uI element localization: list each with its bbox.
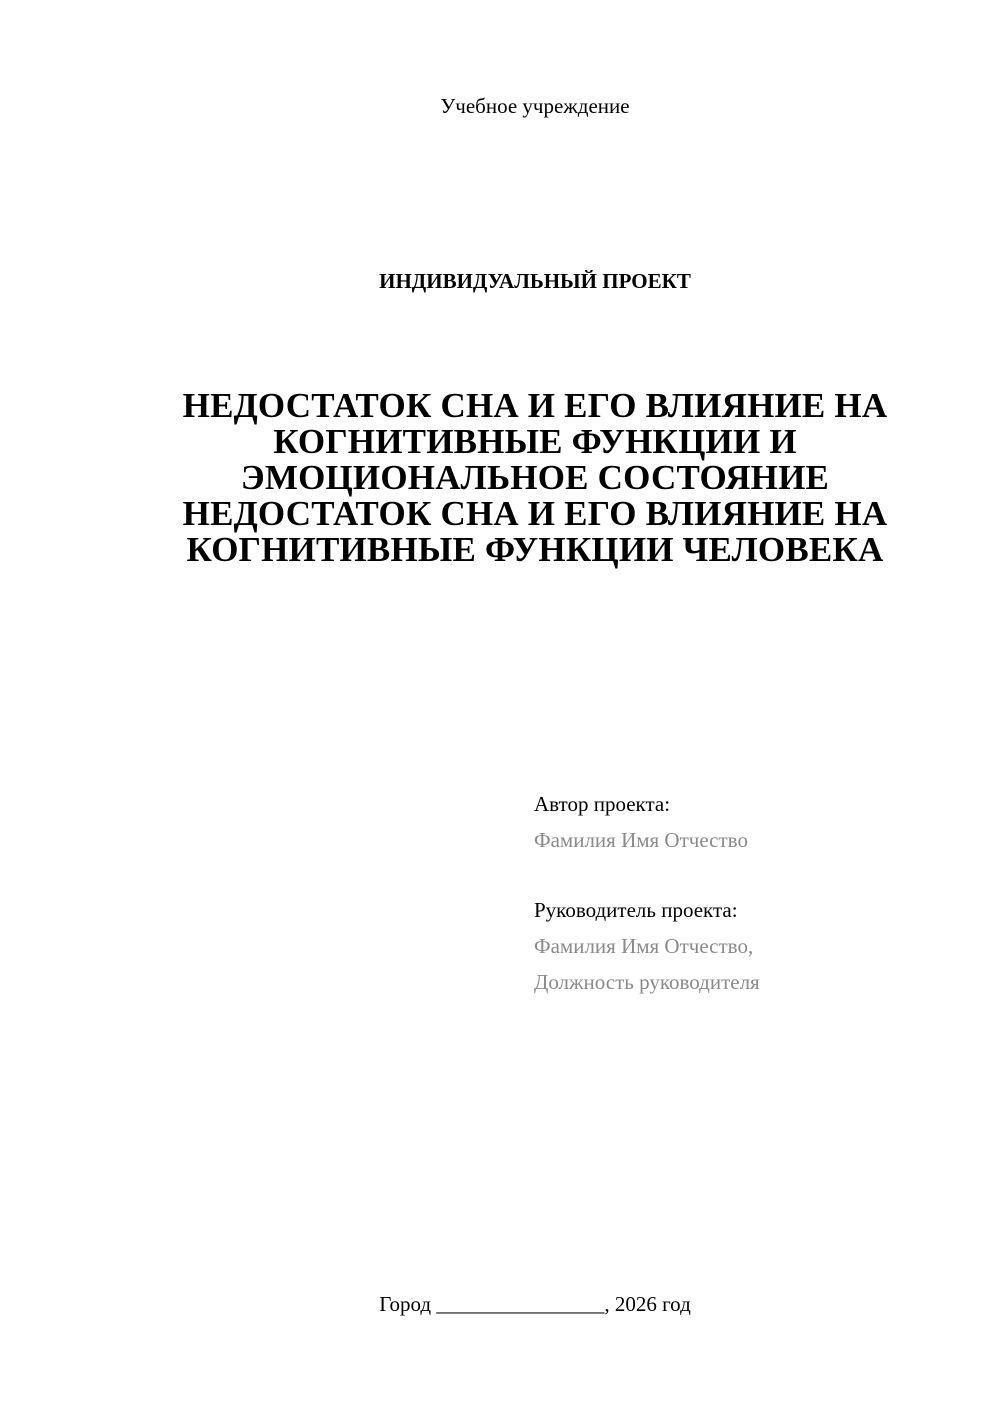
- author-block: [534, 786, 974, 858]
- supervisor-position: Должность руководителя: [534, 970, 760, 994]
- title-line: НЕДОСТАТОК СНА И ЕГО ВЛИЯНИЕ НА: [182, 386, 888, 425]
- city-year-line: Город ________________, 2026 год: [379, 1292, 691, 1316]
- author-label: Автор проекта:: [534, 792, 671, 816]
- document-type: ИНДИВИДУАЛЬНЫЙ ПРОЕКТ: [379, 269, 691, 293]
- supervisor-name: Фамилия Имя Отчество,: [534, 934, 754, 958]
- title-line: КОГНИТИВНЫЕ ФУНКЦИИ ЧЕЛОВЕКА: [186, 530, 884, 569]
- title-line: НЕДОСТАТОК СНА И ЕГО ВЛИЯНИЕ НА: [182, 494, 888, 533]
- author-name: Фамилия Имя Отчество: [534, 828, 748, 852]
- institution-name: Учебное учреждение: [440, 94, 630, 118]
- title-line: ЭМОЦИОНАЛЬНОЕ СОСТОЯНИЕ: [240, 458, 830, 497]
- supervisor-label: Руководитель проекта:: [534, 898, 738, 922]
- project-title: [150, 388, 920, 568]
- supervisor-block: [534, 892, 974, 1000]
- title-line: КОГНИТИВНЫЕ ФУНКЦИИ И: [273, 422, 797, 461]
